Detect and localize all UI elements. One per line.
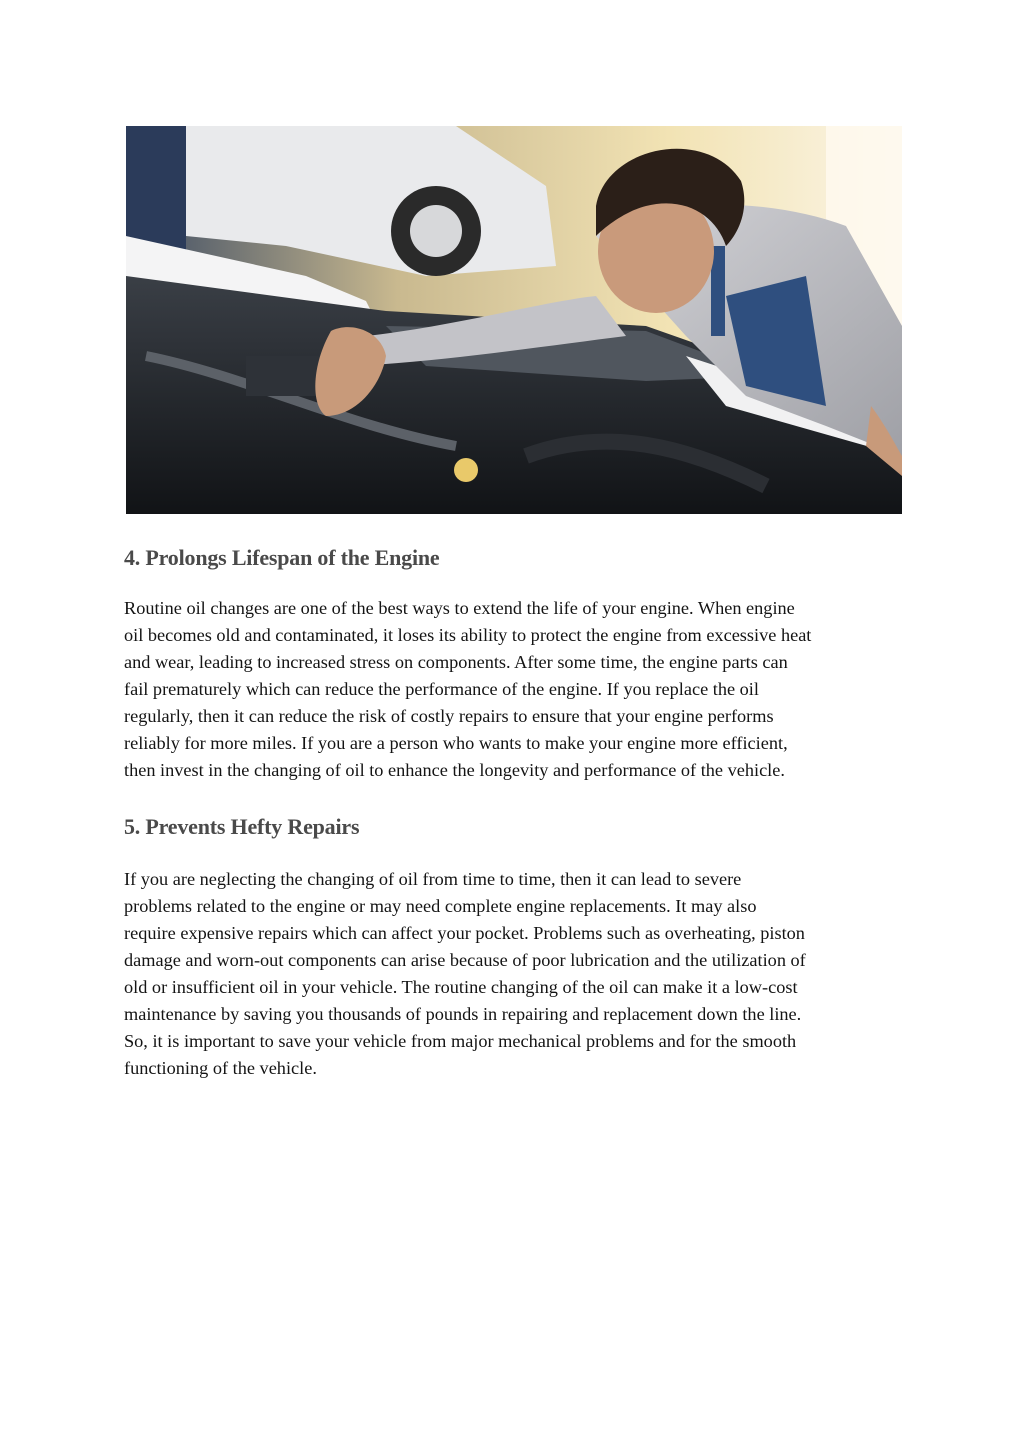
section4-line: Routine oil changes are one of the best ways to extend the life of your engine. When engine (124, 598, 795, 618)
section4-line: oil becomes old and contaminated, it loses its ability to protect the engine from excessive heat (124, 625, 812, 645)
section4-line: then invest in the changing of oil to enhance the longevity and performance of the vehicle. (124, 760, 785, 780)
section5-heading: 5. Prevents Hefty Repairs (124, 814, 360, 839)
section5-line: maintenance by saving you thousands of pounds in repairing and replacement down the line. (124, 1004, 802, 1024)
section5-line: functioning of the vehicle. (124, 1058, 317, 1078)
section5-line: So, it is important to save your vehicle from major mechanical problems and for the smooth (124, 1031, 797, 1051)
section5-line: If you are neglecting the changing of oil from time to time, then it can lead to severe (124, 869, 742, 889)
background-rim (410, 205, 462, 257)
section4-line: fail prematurely which can reduce the performance of the engine. If you replace the oil (124, 679, 759, 699)
section4-line: and wear, leading to increased stress on components. After some time, the engine parts can (124, 652, 788, 672)
section5-paragraph (124, 866, 904, 1082)
section4-paragraph (124, 595, 904, 784)
battery-box (246, 356, 326, 396)
section5-line: old or insufficient oil in your vehicle. The routine changing of the oil can make it a low-cost (124, 977, 798, 997)
mechanic-engine-photo (126, 126, 902, 514)
section4-line: reliably for more miles. If you are a person who wants to make your engine more efficient, (124, 733, 788, 753)
section4-line: regularly, then it can reduce the risk of costly repairs to ensure that your engine performs (124, 706, 774, 726)
oil-cap (454, 458, 478, 482)
section5-line: problems related to the engine or may need complete engine replacements. It may also (124, 896, 757, 916)
section5-line: require expensive repairs which can affect your pocket. Problems such as overheating, piston (124, 923, 805, 943)
mechanic-engine-illustration (126, 126, 902, 514)
section4-heading: 4. Prolongs Lifespan of the Engine (124, 545, 440, 570)
section5-line: damage and worn-out components can arise because of poor lubrication and the utilization of (124, 950, 806, 970)
